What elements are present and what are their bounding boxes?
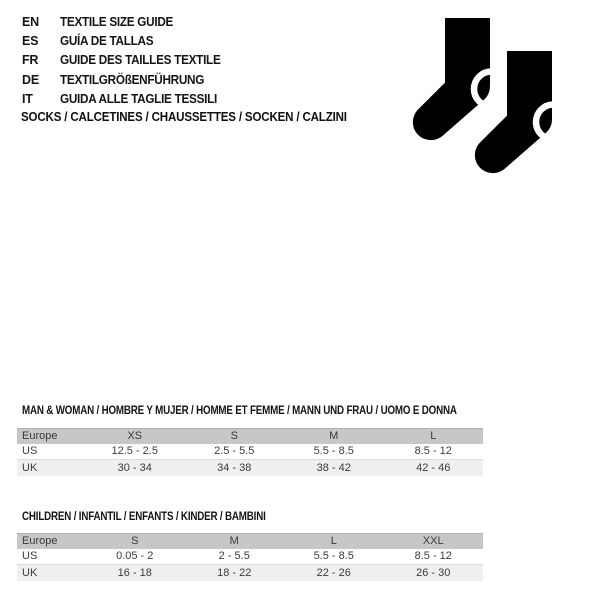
language-label: GUÍA DE TALLAS [60, 33, 154, 48]
language-code: DE [22, 72, 39, 87]
size-cell: 38 - 42 [284, 460, 384, 476]
language-label: GUIDE DES TAILLES TEXTILE [60, 53, 221, 68]
column-header-region: Europe [17, 534, 85, 549]
size-cell: 22 - 26 [284, 565, 384, 581]
size-cell: 34 - 38 [185, 460, 285, 476]
region-cell: UK [17, 460, 85, 476]
size-cell: 18 - 22 [185, 565, 285, 581]
list-item [22, 12, 231, 31]
sock-left [413, 18, 509, 140]
size-cell: 30 - 34 [85, 460, 185, 476]
socks-icon [405, 15, 580, 180]
column-header-size: L [384, 429, 484, 444]
language-code: EN [22, 14, 39, 29]
language-list [22, 12, 231, 108]
size-cell: 26 - 30 [384, 565, 484, 581]
table-row [17, 549, 483, 565]
size-cell: 5.5 - 8.5 [313, 550, 354, 563]
children-size-table [17, 533, 483, 581]
language-label: TEXTILGRÖßENFÜHRUNG [60, 72, 205, 87]
column-header-size: S [85, 534, 185, 549]
list-item [22, 89, 231, 108]
size-cell: 2 - 5.5 [218, 550, 250, 563]
column-header-size: XXL [384, 534, 484, 549]
list-item [22, 51, 231, 70]
language-label: GUIDA ALLE TAGLIE TESSILI [60, 91, 218, 106]
column-header-size: S [185, 429, 285, 444]
region-cell: US [22, 445, 38, 458]
table-row [17, 565, 483, 581]
language-label: TEXTILE SIZE GUIDE [60, 14, 174, 29]
column-header-size: M [284, 429, 384, 444]
size-cell: 12.5 - 2.5 [111, 445, 158, 458]
region-cell: UK [17, 565, 85, 581]
language-code: IT [22, 91, 33, 106]
column-header-size: M [185, 534, 285, 549]
size-cell: 8.5 - 12 [414, 445, 452, 458]
size-cell: 0.05 - 2 [116, 550, 154, 563]
region-cell: US [22, 550, 38, 563]
category-heading: SOCKS / CALCETINES / CHAUSSETTES / SOCKEN / CALZINI [21, 109, 347, 124]
list-item [22, 31, 231, 50]
adults-table-title: MAN & WOMAN / HOMBRE Y MUJER / HOMME ET FEMME / MANN UND FRAU / UOMO E DONNA [22, 405, 457, 417]
table-row [17, 444, 483, 460]
size-cell: 16 - 18 [85, 565, 185, 581]
size-cell: 2.5 - 5.5 [214, 445, 255, 458]
language-code: ES [22, 33, 39, 48]
column-header-size: XS [85, 429, 185, 444]
table-row [17, 460, 483, 476]
size-cell: 42 - 46 [384, 460, 484, 476]
column-header-size: L [284, 534, 384, 549]
table-header-row [17, 534, 483, 549]
table-header-row [17, 429, 483, 444]
list-item [22, 70, 231, 89]
column-header-region: Europe [17, 429, 85, 444]
children-table-title: CHILDREN / INFANTIL / ENFANTS / KINDER / BAMBINI [22, 511, 266, 523]
size-cell: 5.5 - 8.5 [313, 445, 354, 458]
size-cell: 8.5 - 12 [414, 550, 452, 563]
adults-size-table [17, 428, 483, 476]
language-code: FR [22, 53, 39, 68]
